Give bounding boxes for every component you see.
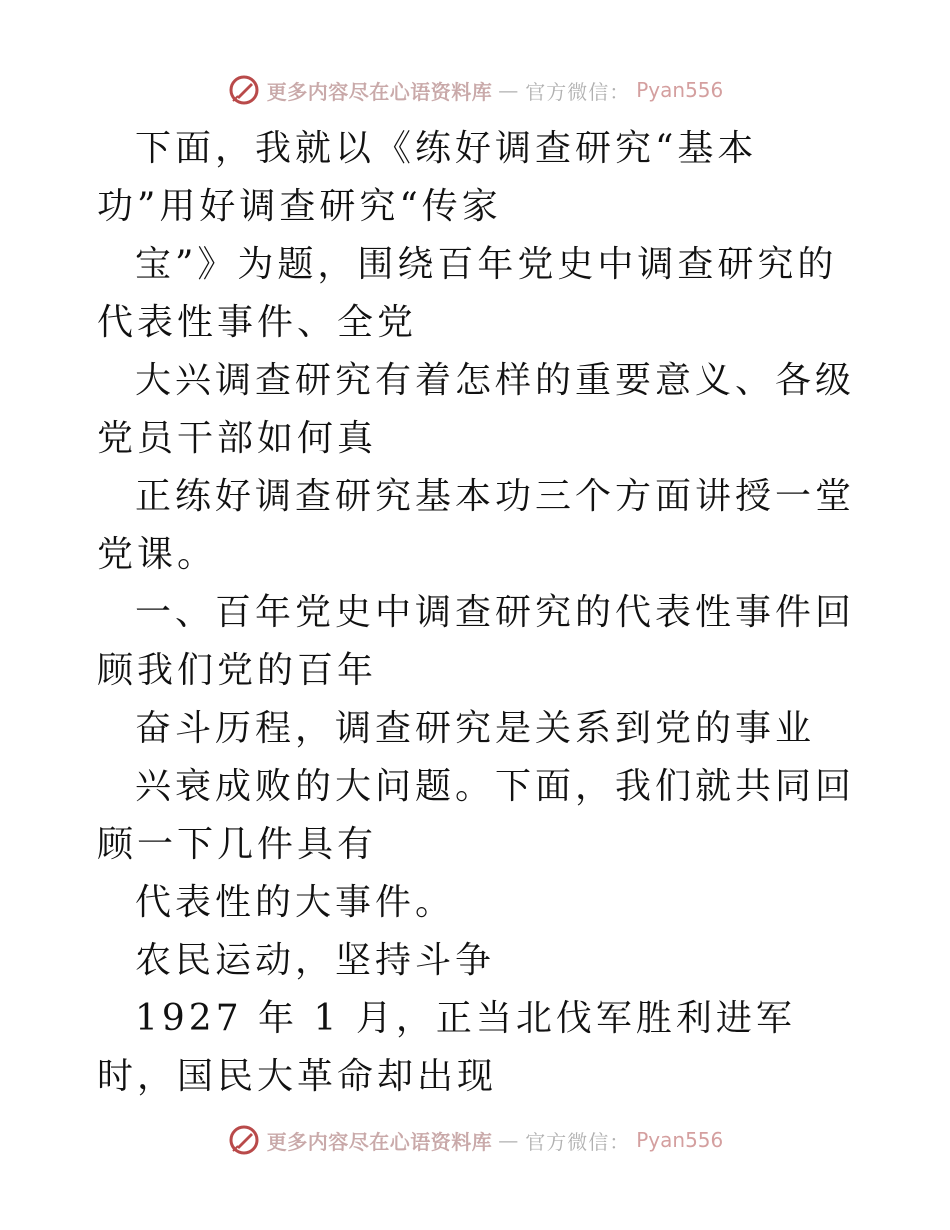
paragraph: 奋斗历程，调查研究是关系到党的事业 [135, 708, 816, 749]
watermark-separator: — [498, 1128, 520, 1152]
watermark-separator: — [498, 78, 520, 102]
quill-logo-icon [227, 73, 261, 107]
paragraph: 正练好调查研究基本功三个方面讲授一堂党课。 [97, 476, 856, 575]
paragraph: 代表性的大事件。 [135, 882, 456, 923]
footer-watermark [0, 1120, 950, 1160]
paragraph: 一、百年党史中调查研究的代表性事件回顾我们党的百年 [97, 592, 856, 691]
paragraph: 农民运动，坚持斗争 [135, 940, 496, 981]
watermark-site-name: 更多内容尽在心语资料库 [266, 1129, 493, 1154]
watermark-wechat-id: Pyan556 [636, 78, 724, 102]
watermark-wechat-id: Pyan556 [636, 1128, 724, 1152]
quill-logo-icon [227, 1123, 261, 1157]
paragraph: 宝”》为题，围绕百年党史中调查研究的代表性事件、全党 [97, 244, 838, 343]
watermark-site-name: 更多内容尽在心语资料库 [266, 79, 493, 104]
paragraph: 大兴调查研究有着怎样的重要意义、各级党员干部如何真 [97, 360, 856, 459]
watermark-official-label: 官方微信： [525, 1129, 631, 1154]
paragraph: 下面，我就以《练好调查研究“基本功”用好调查研究“传家 [97, 128, 758, 227]
document-body [97, 120, 857, 1106]
paragraph: 1927 年 1 月，正当北伐军胜利进军时，国民大革命却出现 [97, 998, 796, 1097]
header-watermark [0, 70, 950, 110]
watermark-official-label: 官方微信： [525, 79, 631, 104]
paragraph: 兴衰成败的大问题。下面，我们就共同回顾一下几件具有 [97, 766, 856, 865]
